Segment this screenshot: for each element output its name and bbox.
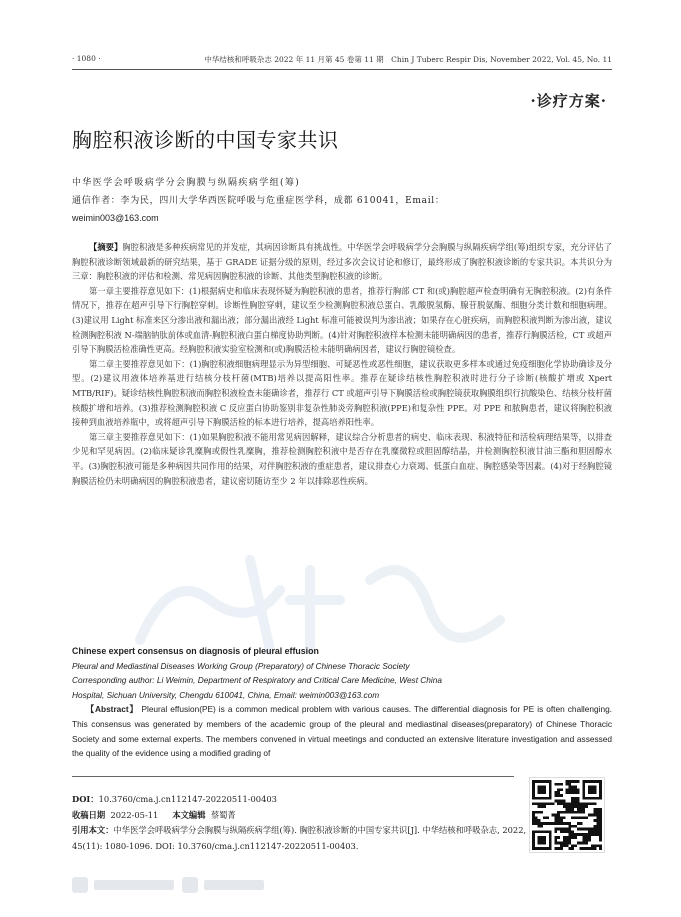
page-number: · 1080 · (72, 54, 101, 63)
doi-label: DOI： (72, 794, 99, 804)
received-date: 2022-05-11 (110, 809, 159, 820)
editor-name: 蔡蜀菁 (210, 809, 236, 820)
citation-text: 中华医学会呼吸病学分会胸膜与纵隔疾病学组(筹). 胸腔积液诊断的中国专家共识[J]. 中华结核和呼吸杂志, 2022, 45(11): 1080-1096. DOI: 10.3760/cma.j.cn112147-20220511-00403. (72, 825, 527, 851)
received-line (72, 808, 540, 824)
editor-label: 本文编辑 (172, 809, 206, 820)
corresponding-author: 通信作者：李为民，四川大学华西医院呼吸与危重症医学科，成都 610041，Email： (72, 196, 445, 206)
recommendations-chapter-2: 第二章主要推荐意见如下：(1)胸腔积液细胞病理显示为异型细胞、可疑恶性或恶性细胞，建议获取更多样本或通过免疫细胞化学协助确诊及分型。(2)建议用液体培养基进行结核分枝杆菌(MTB)培养以提高阳性率。推荐在疑诊结核性胸腔积液时进行分子诊断(核酸扩增或 Xpert MTB/RIF)。疑诊结核性胸腔积液而胸腔积液检查未能确诊者，推荐行 CT 或超声引导下胸膜活检或胸腔镜获取胸膜组织行抗酸染色、结核分枝杆菌核酸扩增和培养。(3)推荐检测胸腔积液 C 反应蛋白协助鉴别非复杂性肺炎旁胸腔积液(PPE)和复杂性 PPE。对 PPE 和脓胸患者，建议将胸腔积液接种到血液培养瓶中，或将超声引导下胸膜活检的标本进行培养，提高培养阳性率。 (72, 358, 612, 428)
column-tag: ·诊疗方案· (530, 92, 607, 110)
article-title: 胸腔积液诊断的中国专家共识 (72, 128, 339, 152)
english-affiliation: Hospital, Sichuan University, Chengdu 610041, China, Email: weimin003@163.com (72, 689, 380, 700)
citation-line (72, 823, 540, 854)
english-author-group: Pleural and Mediastinal Diseases Working Group (Preparatory) of Chinese Thoracic Society (72, 660, 410, 671)
publisher-logo (72, 874, 302, 896)
doi-link[interactable]: 10.3760/cma.j.cn112147-20220511-00403 (98, 794, 277, 804)
qr-code[interactable] (530, 778, 604, 852)
english-abstract-block (72, 644, 612, 761)
english-title: Chinese expert consensus on diagnosis of pleural effusion (72, 646, 319, 656)
journal-citation-line: 中华结核和呼吸杂志 2022 年 11 月第 45 卷第 11 期 Chin J Tuberc Respir Dis, November 2022, Vol. 45, No. 11 (204, 55, 612, 64)
citation-label: 引用本文： (72, 825, 114, 835)
chinese-abstract (72, 240, 612, 488)
english-corresponding-author: Corresponding author: Li Weimin, Department of Respiratory and Critical Care Medicine, West China (72, 675, 442, 686)
footnote-rule (72, 776, 514, 777)
received-label: 收稿日期 (72, 809, 106, 820)
article-meta (72, 792, 540, 854)
recommendations-chapter-1: 第一章主要推荐意见如下：(1)根据病史和临床表现怀疑为胸腔积液的患者，推荐行胸部 CT 和(或)胸腔超声检查明确有无胸腔积液。(2)有条件情况下，推荐在超声引导下行胸腔穿刺。诊断性胸腔穿刺，建议至少检测胸腔积液总蛋白、乳酸脱氢酶、腺苷脱氨酶、细胞分类计数和细胞病理。(3)建议用 Light 标准来区分渗出液和漏出液；部分漏出液经 Light 标准可能被误判为渗出液；如果存在心脏疾病，而胸腔积液判断为渗出液，建议检测胸腔积液 N-端脑钠肽前体或血清-胸腔积液白蛋白梯度协助判断。(4)针对胸腔积液样本检测未能明确病因的患者，推荐行胸膜活检，CT 或超声引导下胸膜活检准确性更高。经胸腔积液实验室检测和(或)胸膜活检未能明确病因者，建议行胸腔镜检查。 (72, 285, 612, 355)
english-abstract (72, 702, 612, 760)
abstract-paragraph (72, 240, 612, 284)
abstract-label: 【摘要】 (89, 242, 123, 252)
author-group: 中华医学会呼吸病学分会胸膜与纵隔疾病学组(筹) (72, 178, 301, 188)
header-rule (72, 69, 612, 70)
running-head (72, 54, 612, 68)
abstract-text: 胸腔积液是多种疾病常见的并发症，其病因诊断具有挑战性。中华医学会呼吸病学分会胸膜与纵隔疾病学组(筹)组织专家，充分评估了胸腔积液诊断领域最新的研究结果，基于 GRADE 证据分级的原则，经过多次会议讨论和修订，最终形成了胸腔积液诊断的专家共识。本共识分为三章：胸腔积液的评估和检测、常见病因胸腔积液的诊断、其他类型胸腔积液的诊断。 (72, 242, 612, 282)
english-abstract-text: Pleural effusion(PE) is a common medical problem with various causes. The differential diagnosis for PE is often challenging. This consensus was generated by members of the academic group of the pleural and mediastinal diseases(preparatory) of Chinese Thoracic Society and some external experts. The members convened in virtual meetings and conducted an extensive literature investigation and assessed the quality of the evidence using a modified grading of (72, 704, 612, 759)
author-email[interactable]: weimin003@163.com (72, 213, 159, 223)
doi-line (72, 792, 540, 808)
english-abstract-label: 【Abstract】 (86, 704, 139, 715)
recommendations-chapter-3: 第三章主要推荐意见如下：(1)如果胸腔积液不能用常见病因解释，建议综合分析患者的病史、临床表现、积液特征和活检病理结果等，以排查少见和罕见病因。(2)临床疑诊乳糜胸或假性乳糜胸，推荐检测胸腔积液中是否存在乳糜微粒或胆固醇结晶，并检测胸腔积液甘油三酯和胆固醇水平。(3)胸腔积液可能是多种病因共同作用的结果，对伴胸腔积液的重症患者，建议排查心力衰竭、低蛋白血症、胸腔感染等因素。(4)对于经胸腔镜胸膜活检仍未明确病因的胸腔积液患者，建议密切随访至少 2 年以排除恶性疾病。 (72, 431, 612, 486)
